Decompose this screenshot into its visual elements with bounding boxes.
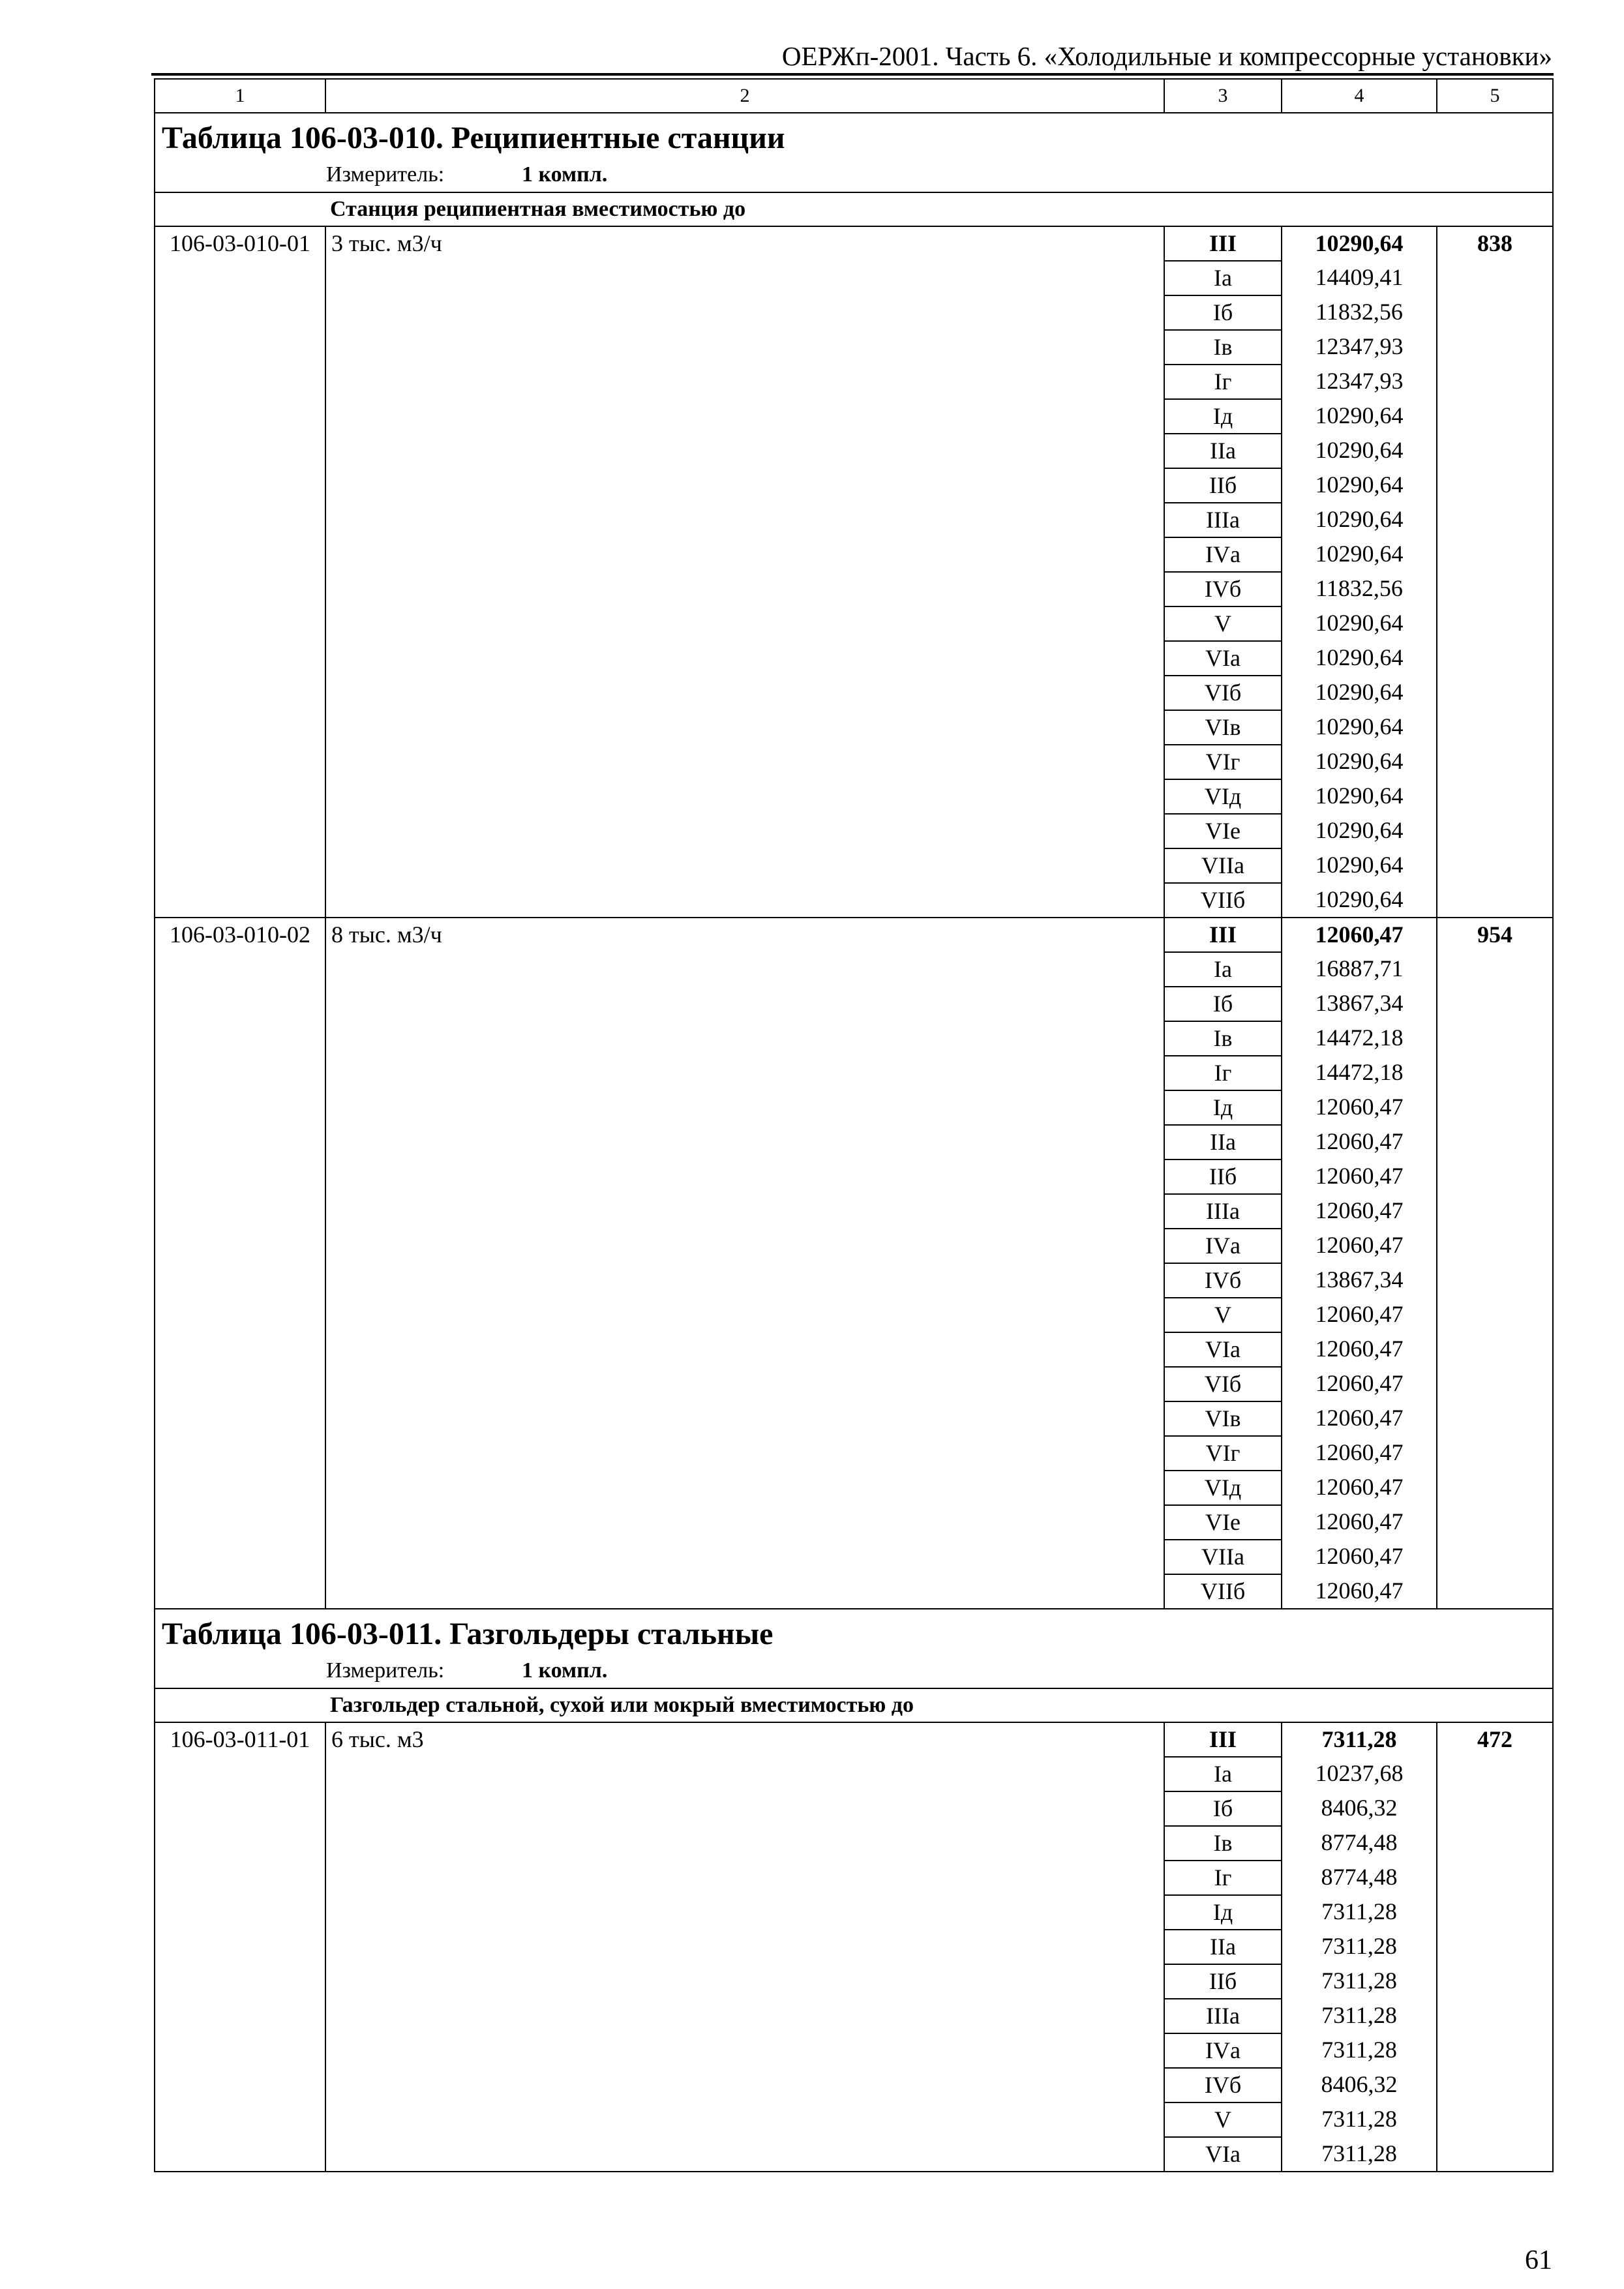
wage-cell: 838 bbox=[1437, 226, 1553, 261]
price-table bbox=[154, 78, 1554, 2172]
empty-cell bbox=[1437, 1471, 1553, 1505]
price-cell: 8406,32 bbox=[1282, 1791, 1437, 1826]
price-cell: 12060,47 bbox=[1282, 1574, 1437, 1609]
zone-cell: Iа bbox=[1164, 261, 1282, 295]
price-cell: 10290,64 bbox=[1282, 468, 1437, 503]
empty-cell bbox=[1437, 1159, 1553, 1194]
price-cell: 7311,28 bbox=[1282, 2102, 1437, 2137]
empty-cell bbox=[1437, 1090, 1553, 1125]
price-cell: 10290,64 bbox=[1282, 710, 1437, 745]
empty-cell bbox=[1437, 365, 1553, 399]
zone-cell: VIа bbox=[1164, 2137, 1282, 2172]
section-label: Газгольдер стальной, сухой или мокрый вместимостью до bbox=[155, 1688, 1553, 1722]
zone-cell: IVа bbox=[1164, 1229, 1282, 1263]
empty-cell bbox=[1437, 814, 1553, 848]
zone-cell: VIе bbox=[1164, 814, 1282, 848]
zone-cell: IVб bbox=[1164, 1263, 1282, 1298]
price-cell: 10290,64 bbox=[1282, 883, 1437, 918]
empty-cell bbox=[1437, 2033, 1553, 2068]
zone-cell: Iв bbox=[1164, 330, 1282, 365]
empty-cell bbox=[1437, 1861, 1553, 1895]
zone-cell: VIIб bbox=[1164, 1574, 1282, 1609]
item-name: 3 тыс. м3/ч bbox=[325, 226, 1164, 918]
zone-cell: Iв bbox=[1164, 1021, 1282, 1056]
empty-cell bbox=[1437, 676, 1553, 710]
zone-cell: VIд bbox=[1164, 779, 1282, 814]
zone-cell: Iг bbox=[1164, 1861, 1282, 1895]
price-cell: 10290,64 bbox=[1282, 537, 1437, 572]
zone-cell: Iб bbox=[1164, 987, 1282, 1021]
table-row bbox=[155, 226, 1553, 261]
price-cell: 10290,64 bbox=[1282, 606, 1437, 641]
zone-cell: Iг bbox=[1164, 1056, 1282, 1090]
price-cell: 11832,56 bbox=[1282, 295, 1437, 330]
empty-cell bbox=[1437, 952, 1553, 987]
item-code: 106-03-010-02 bbox=[155, 918, 325, 1609]
zone-cell: III bbox=[1164, 918, 1282, 952]
zone-cell: Iг bbox=[1164, 365, 1282, 399]
page-number: 61 bbox=[1525, 2245, 1552, 2275]
empty-cell bbox=[1437, 399, 1553, 434]
zone-cell: V bbox=[1164, 1298, 1282, 1332]
empty-cell bbox=[1437, 330, 1553, 365]
price-cell: 12060,47 bbox=[1282, 1505, 1437, 1540]
price-cell: 12060,47 bbox=[1282, 1332, 1437, 1367]
zone-cell: VIб bbox=[1164, 676, 1282, 710]
zone-cell: VIа bbox=[1164, 641, 1282, 676]
zone-cell: VIIа bbox=[1164, 848, 1282, 883]
table-row bbox=[155, 1722, 1553, 1757]
column-number: 3 bbox=[1164, 79, 1282, 113]
price-cell: 10237,68 bbox=[1282, 1757, 1437, 1791]
empty-cell bbox=[1437, 434, 1553, 468]
measure-row bbox=[155, 1654, 1553, 1688]
zone-cell: Iд bbox=[1164, 399, 1282, 434]
zone-cell: Iб bbox=[1164, 295, 1282, 330]
price-cell: 8406,32 bbox=[1282, 2068, 1437, 2102]
empty-cell bbox=[1437, 1056, 1553, 1090]
zone-cell: IVб bbox=[1164, 2068, 1282, 2102]
empty-cell bbox=[1437, 1229, 1553, 1263]
zone-cell: IVа bbox=[1164, 537, 1282, 572]
zone-cell: VIг bbox=[1164, 1436, 1282, 1471]
table-title: Таблица 106-03-010. Реципиентные станции bbox=[155, 113, 1553, 158]
empty-cell bbox=[1437, 1964, 1553, 1999]
table-title-row bbox=[155, 113, 1553, 158]
item-code: 106-03-010-01 bbox=[155, 226, 325, 918]
zone-cell: VIб bbox=[1164, 1367, 1282, 1401]
price-cell: 10290,64 bbox=[1282, 641, 1437, 676]
zone-cell: Iа bbox=[1164, 952, 1282, 987]
price-cell: 12060,47 bbox=[1282, 1194, 1437, 1229]
price-cell: 10290,64 bbox=[1282, 676, 1437, 710]
price-cell: 11832,56 bbox=[1282, 572, 1437, 606]
column-number: 2 bbox=[325, 79, 1164, 113]
header-rule bbox=[151, 73, 1554, 76]
zone-cell: VIе bbox=[1164, 1505, 1282, 1540]
zone-cell: VIв bbox=[1164, 1401, 1282, 1436]
zone-cell: VIг bbox=[1164, 745, 1282, 779]
empty-cell bbox=[1437, 848, 1553, 883]
empty-cell bbox=[1437, 1895, 1553, 1930]
empty-cell bbox=[1437, 606, 1553, 641]
empty-cell bbox=[1437, 2068, 1553, 2102]
empty-cell bbox=[1437, 1401, 1553, 1436]
measure-label: Измеритель: bbox=[326, 1658, 445, 1683]
zone-cell: IVб bbox=[1164, 572, 1282, 606]
zone-cell: Iа bbox=[1164, 1757, 1282, 1791]
empty-cell bbox=[1437, 2137, 1553, 2172]
empty-cell bbox=[1437, 641, 1553, 676]
price-cell: 12060,47 bbox=[1282, 1401, 1437, 1436]
empty-cell bbox=[1437, 1757, 1553, 1791]
price-cell: 12060,47 bbox=[1282, 1298, 1437, 1332]
price-cell: 14472,18 bbox=[1282, 1056, 1437, 1090]
price-cell: 7311,28 bbox=[1282, 1930, 1437, 1964]
price-cell: 12060,47 bbox=[1282, 1159, 1437, 1194]
price-cell: 13867,34 bbox=[1282, 987, 1437, 1021]
section-label: Станция реципиентная вместимостью до bbox=[155, 192, 1553, 226]
empty-cell bbox=[1437, 503, 1553, 537]
zone-cell: IIб bbox=[1164, 1159, 1282, 1194]
price-cell: 10290,64 bbox=[1282, 848, 1437, 883]
price-cell: 16887,71 bbox=[1282, 952, 1437, 987]
empty-cell bbox=[1437, 1021, 1553, 1056]
column-number: 5 bbox=[1437, 79, 1553, 113]
empty-cell bbox=[1437, 779, 1553, 814]
item-name: 6 тыс. м3 bbox=[325, 1722, 1164, 2172]
empty-cell bbox=[1437, 1540, 1553, 1574]
empty-cell bbox=[1437, 1263, 1553, 1298]
empty-cell bbox=[1437, 537, 1553, 572]
zone-cell: III bbox=[1164, 226, 1282, 261]
zone-cell: Iд bbox=[1164, 1090, 1282, 1125]
price-cell: 10290,64 bbox=[1282, 226, 1437, 261]
empty-cell bbox=[1437, 261, 1553, 295]
price-cell: 12347,93 bbox=[1282, 365, 1437, 399]
empty-cell bbox=[1437, 1999, 1553, 2033]
zone-cell: V bbox=[1164, 606, 1282, 641]
item-name: 8 тыс. м3/ч bbox=[325, 918, 1164, 1609]
measure-label: Измеритель: bbox=[326, 162, 445, 187]
zone-cell: V bbox=[1164, 2102, 1282, 2137]
price-cell: 12060,47 bbox=[1282, 1229, 1437, 1263]
empty-cell bbox=[1437, 710, 1553, 745]
price-cell: 10290,64 bbox=[1282, 503, 1437, 537]
price-cell: 8774,48 bbox=[1282, 1861, 1437, 1895]
zone-cell: III bbox=[1164, 1722, 1282, 1757]
empty-cell bbox=[1437, 1436, 1553, 1471]
price-cell: 12060,47 bbox=[1282, 1436, 1437, 1471]
price-cell: 7311,28 bbox=[1282, 1999, 1437, 2033]
price-cell: 12060,47 bbox=[1282, 1125, 1437, 1159]
price-cell: 7311,28 bbox=[1282, 1895, 1437, 1930]
wage-cell: 472 bbox=[1437, 1722, 1553, 1757]
measure-row bbox=[155, 158, 1553, 192]
empty-cell bbox=[1437, 1505, 1553, 1540]
price-cell: 10290,64 bbox=[1282, 399, 1437, 434]
zone-cell: IIа bbox=[1164, 1125, 1282, 1159]
running-header: ОЕРЖп-2001. Часть 6. «Холодильные и компрессорные установки» bbox=[781, 41, 1552, 71]
price-cell: 12347,93 bbox=[1282, 330, 1437, 365]
column-number: 1 bbox=[155, 79, 325, 113]
empty-cell bbox=[1437, 1332, 1553, 1367]
empty-cell bbox=[1437, 883, 1553, 918]
empty-cell bbox=[1437, 468, 1553, 503]
zone-cell: Iб bbox=[1164, 1791, 1282, 1826]
empty-cell bbox=[1437, 1574, 1553, 1609]
empty-cell bbox=[1437, 745, 1553, 779]
empty-cell bbox=[1437, 1930, 1553, 1964]
zone-cell: VIв bbox=[1164, 710, 1282, 745]
section-row bbox=[155, 1688, 1553, 1722]
price-cell: 14409,41 bbox=[1282, 261, 1437, 295]
zone-cell: VIд bbox=[1164, 1471, 1282, 1505]
zone-cell: IIа bbox=[1164, 1930, 1282, 1964]
price-cell: 10290,64 bbox=[1282, 745, 1437, 779]
price-cell: 14472,18 bbox=[1282, 1021, 1437, 1056]
price-cell: 7311,28 bbox=[1282, 1722, 1437, 1757]
empty-cell bbox=[1437, 987, 1553, 1021]
zone-cell: Iд bbox=[1164, 1895, 1282, 1930]
measure-value: 1 компл. bbox=[522, 162, 608, 187]
zone-cell: IIIа bbox=[1164, 503, 1282, 537]
price-cell: 10290,64 bbox=[1282, 814, 1437, 848]
zone-cell: IIб bbox=[1164, 468, 1282, 503]
zone-cell: IIIа bbox=[1164, 1194, 1282, 1229]
empty-cell bbox=[1437, 2102, 1553, 2137]
empty-cell bbox=[1437, 1125, 1553, 1159]
zone-cell: IIа bbox=[1164, 434, 1282, 468]
price-table-body bbox=[155, 79, 1553, 2172]
price-cell: 10290,64 bbox=[1282, 434, 1437, 468]
zone-cell: VIIб bbox=[1164, 883, 1282, 918]
empty-cell bbox=[1437, 1791, 1553, 1826]
item-code: 106-03-011-01 bbox=[155, 1722, 325, 2172]
price-cell: 10290,64 bbox=[1282, 779, 1437, 814]
zone-cell: IIIа bbox=[1164, 1999, 1282, 2033]
price-cell: 8774,48 bbox=[1282, 1826, 1437, 1861]
price-cell: 12060,47 bbox=[1282, 918, 1437, 952]
price-cell: 12060,47 bbox=[1282, 1471, 1437, 1505]
empty-cell bbox=[1437, 1298, 1553, 1332]
price-cell: 7311,28 bbox=[1282, 2033, 1437, 2068]
measure-line bbox=[155, 158, 1553, 192]
empty-cell bbox=[1437, 295, 1553, 330]
section-row bbox=[155, 192, 1553, 226]
zone-cell: Iв bbox=[1164, 1826, 1282, 1861]
price-cell: 7311,28 bbox=[1282, 1964, 1437, 1999]
column-number-row bbox=[155, 79, 1553, 113]
zone-cell: VIа bbox=[1164, 1332, 1282, 1367]
empty-cell bbox=[1437, 1194, 1553, 1229]
zone-cell: IIб bbox=[1164, 1964, 1282, 1999]
measure-line bbox=[155, 1654, 1553, 1688]
column-number: 4 bbox=[1282, 79, 1437, 113]
table-title: Таблица 106-03-011. Газгольдеры стальные bbox=[155, 1609, 1553, 1654]
price-cell: 13867,34 bbox=[1282, 1263, 1437, 1298]
price-cell: 7311,28 bbox=[1282, 2137, 1437, 2172]
empty-cell bbox=[1437, 1367, 1553, 1401]
price-cell: 12060,47 bbox=[1282, 1367, 1437, 1401]
measure-value: 1 компл. bbox=[522, 1658, 608, 1683]
empty-cell bbox=[1437, 1826, 1553, 1861]
price-cell: 12060,47 bbox=[1282, 1090, 1437, 1125]
zone-cell: IVа bbox=[1164, 2033, 1282, 2068]
zone-cell: VIIа bbox=[1164, 1540, 1282, 1574]
wage-cell: 954 bbox=[1437, 918, 1553, 952]
table-title-row bbox=[155, 1609, 1553, 1654]
table-row bbox=[155, 918, 1553, 952]
empty-cell bbox=[1437, 572, 1553, 606]
price-cell: 12060,47 bbox=[1282, 1540, 1437, 1574]
